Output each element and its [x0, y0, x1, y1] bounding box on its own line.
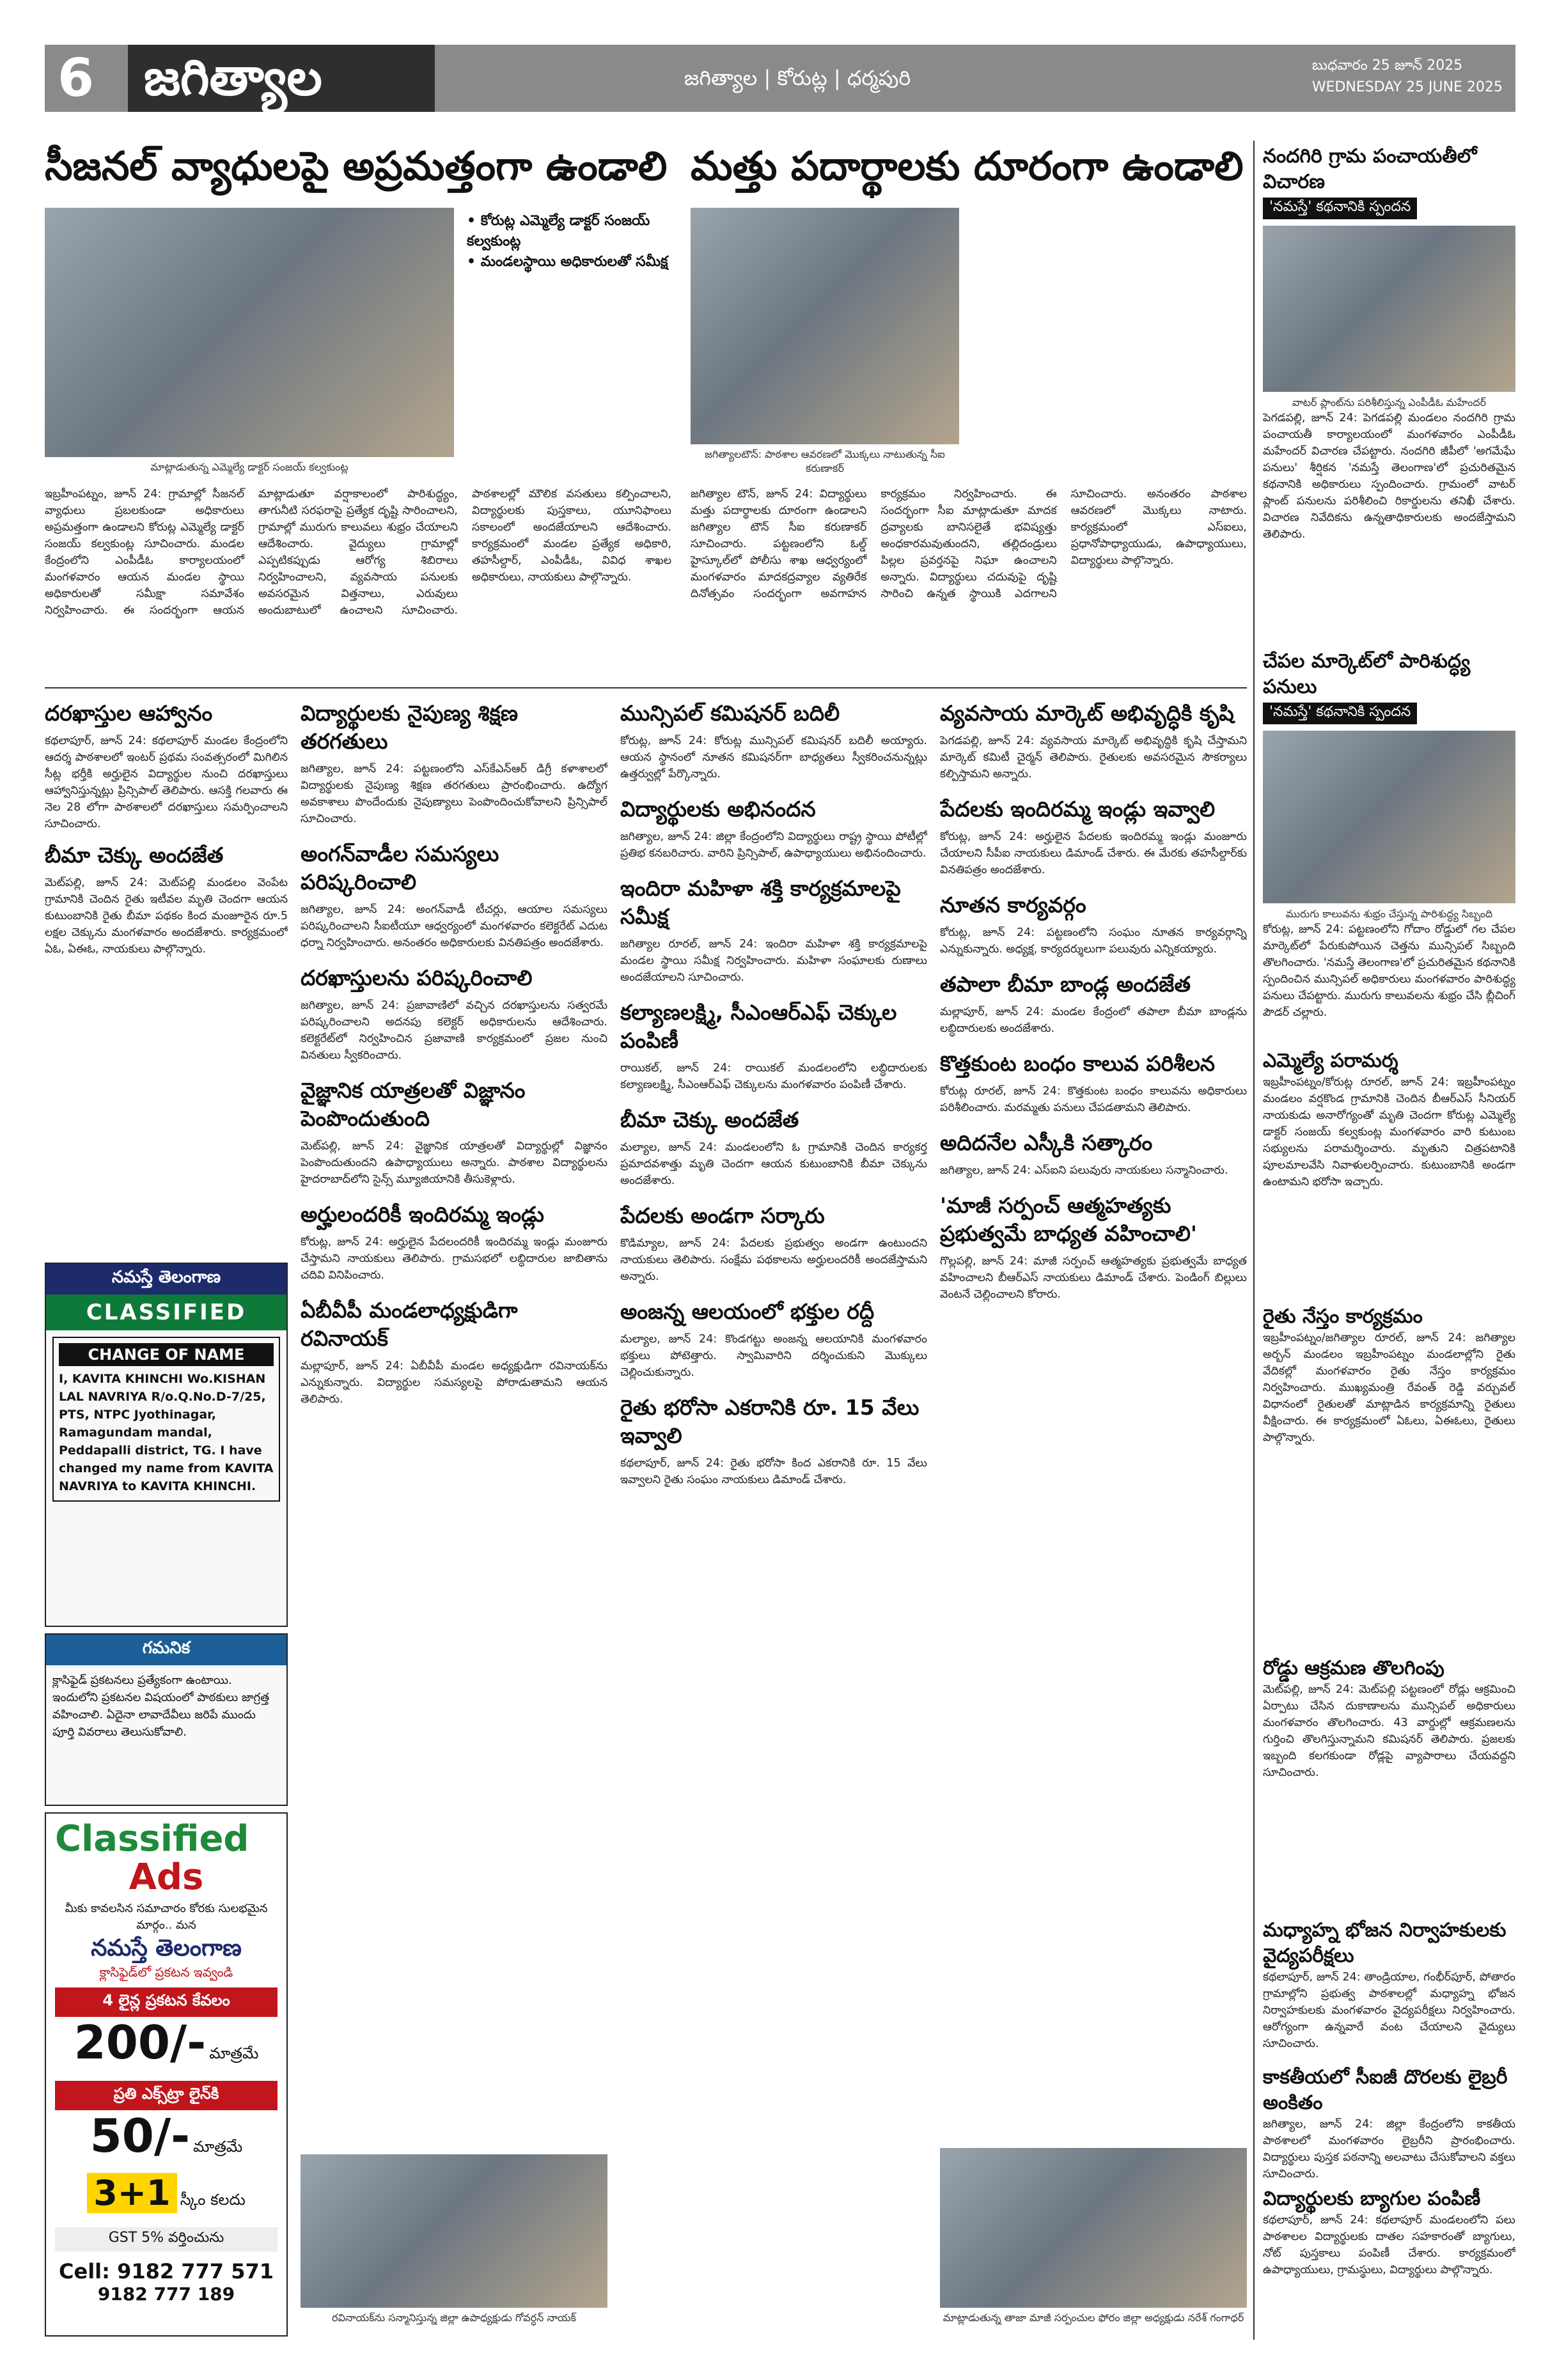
ad2-text: క్లాసిఫైడ్ ప్రకటనలు ప్రత్యేకంగా ఉంటాయి. ఇందులోని ప్రకటనల విషయంలో పాఠకులు జాగ్రత్త వహించాలి. ఏదైనా లావాదేవీలు జరిపే ముందు పూర్తి వివరాలు తెలుసుకోవాలి.: [52, 1674, 270, 1739]
ad3-cell: Cell: 9182 777 571: [59, 2259, 274, 2283]
col3-story-2: విద్యార్థులకు అభినందన జగిత్యాల, జూన్ 24: జిల్లా కేంద్రంలోని విద్యార్థులు రాష్ట్ర స్థాయి పోటీల్లో ప్రతిభ కనబరిచారు. వారిని ప్రిన్సిపాల్, ఉపాధ్యాయులు అభినందించారు.: [620, 797, 927, 860]
second-headline-block: [691, 141, 1247, 198]
right-mid-story: [1263, 649, 1515, 1045]
col1-story-2: బీమా చెక్కు అందజేత మెట్‌పల్లి, జూన్ 24: మెట్‌పల్లి మండలం వెంపేట గ్రామానికి చెందిన రైతు ఇటీవల మృతి చెందగా ఆయన కుటుంబానికి రైతు బీమా పథకం కింద మంజూరైన రూ.5 లక్షల చెక్కును మంగళవారం అందజేశారు. కార్యక్రమంలో ఏఓ, ఏఈఓ, నాయకులు పాల్గొన్నారు.: [45, 843, 288, 956]
ad3-offer: 3+1: [87, 2173, 176, 2213]
right-top-photo: [1263, 226, 1515, 392]
ad3-price50: 50/-: [90, 2109, 191, 2163]
col4-photo: [940, 2148, 1247, 2308]
right-top-headline: నందగిరి గ్రామ పంచాయతీలో విచారణ: [1263, 145, 1477, 193]
lead-headline-block: [45, 141, 671, 198]
col3-story-4: కల్యాణలక్ష్మి, సీఎంఆర్ఎఫ్ చెక్కుల పంపిణీ రాయికల్, జూన్ 24: రాయికల్ మండలంలోని లబ్ధిదారులకు కల్యాణలక్ష్మి, సీఎంఆర్ఎఫ్ చెక్కులను మంగళవారం పంపిణీ చేశారు.: [620, 1000, 927, 1091]
right-road-body: మెట్‌పల్లి, జూన్ 24: మెట్‌పల్లి పట్టణంలో రోడ్లు ఆక్రమించి ఏర్పాటు చేసిన దుకాణాలను మున్సిపల్ అధికారులు మంగళవారం తొలగించారు. 43 వార్డుల్లో ఆక్రమణలను గుర్తించి తొలగిస్తున్నామని కమిషనర్ తెలిపారు. ప్రజలకు ఇబ్బంది కలగకుండా రోడ్లపై వ్యాపారాలు చేయవద్దని సూచించారు.: [1263, 1683, 1515, 1779]
right-mla-headline: ఎమ్మెల్యే పరామర్శ: [1263, 1050, 1398, 1072]
lead-photo: [45, 208, 454, 457]
col4-story-7: 'మాజీ సర్పంచ్ ఆత్మహత్యకు ప్రభుత్వమే బాధ్యత వహించాలి' గొల్లపల్లి, జూన్ 24: మాజీ సర్పంచ్ ఆత్మహత్యకు ప్రభుత్వమే బాధ్యత వహించాలని బీఆర్ఎస్ నాయకులు డిమాండ్ చేశారు. పెండింగ్ బిల్లులు వెంటనే చెల్లించాలని కోరారు.: [940, 1193, 1247, 1301]
right-mid-caption: మురుగు కాలువను శుభ్రం చేస్తున్న పారిశుద్ధ్య సిబ్బంది: [1285, 908, 1493, 920]
right-mid-headline: చేపల మార్కెట్‌లో పారిశుద్ధ్య పనులు: [1263, 650, 1471, 698]
right-top-body: పెగడపల్లి, జూన్ 24: పెగడపల్లి మండలం నందగిరి గ్రామ పంచాయతీ కార్యాలయంలో మంగళవారం ఎంపీడీఓ మహేందర్ విచారణ చేపట్టారు. నందగిరి జీపీలో 'అగమేఘే పనులు' శీర్షికన 'నమస్తే తెలంగాణ'లో ప్రచురితమైన కథనానికి అధికారులు స్పందించారు. గ్రామంలో వాటర్ ప్లాంట్ పనులను పరిశీలించి రికార్డులను తనిఖీ చేశారు. విచారణ నివేదికను ఉన్నతాధికారులకు అందజేస్తామని తెలిపారు.: [1263, 412, 1515, 541]
col1-story-1: దరఖాస్తుల ఆహ్వానం కథలాపూర్, జూన్ 24: కథలాపూర్ మండల కేంద్రంలోని ఆదర్శ పాఠశాలలో ఇంటర్ ప్రథమ సంవత్సరంలో మిగిలిన సీట్ల భర్తీకి అర్హులైన విద్యార్థుల నుంచి దరఖాస్తులు ఆహ్వానిస్తున్నట్లు ప్రిన్సిపాల్ తెలిపారు. ఆసక్తి గలవారు ఈ నెల 28 లోగా పాఠశాలలో దరఖాస్తులు సమర్పించాలని సూచించారు.: [45, 701, 288, 830]
col4-photo-caption: మాట్లాడుతున్న తాజా మాజీ సర్పంచుల ఫోరం జిల్లా అధ్యక్షుడు నరేశ్ గంగాధర్: [943, 2312, 1244, 2324]
lead-bullet-1: • కోరుట్ల ఎమ్మెల్యే డాక్టర్ సంజయ్ కల్వకుంట్ల: [467, 211, 671, 252]
col4-story-5: కొత్తకుంట బంధం కాలువ పరిశీలన కోరుట్ల రూరల్, జూన్ 24: కొత్తకుంట బంధం కాలువను అధికారులు పరిశీలించారు. మరమ్మతు పనులు చేపడతామని తెలిపారు.: [940, 1051, 1247, 1114]
right-bags-body: కథలాపూర్, జూన్ 24: కథలాపూర్ మండలంలోని పలు పాఠశాలల విద్యార్థులకు దాతల సహకారంతో బ్యాగులు, నోట్ పుస్తకాలు పంపిణీ చేశారు. కార్యక్రమంలో ఉపాధ్యాయులు, గ్రామస్థులు, విద్యార్థులు పాల్గొన్నారు.: [1263, 2214, 1515, 2276]
col4-story-1: వ్యవసాయ మార్కెట్ అభివృద్ధికి కృషి పెగడపల్లి, జూన్ 24: వ్యవసాయ మార్కెట్ అభివృద్ధికి కృషి చేస్తామని మార్కెట్ కమిటీ చైర్మన్ తెలిపారు. రైతులకు అవసరమైన సౌకర్యాలు కల్పిస్తామని అన్నారు.: [940, 701, 1247, 781]
right-meal-story: [1263, 1918, 1515, 2058]
ad3-line1: మీకు కావలసిన సమాచారం కోరకు సులభమైన మార్గం.. మన: [65, 1902, 268, 1932]
col2-story-5: అర్హులందరికీ ఇందిరమ్మ ఇండ్లు కోరుట్ల, జూన్ 24: అర్హులైన పేదలందరికీ ఇందిరమ్మ ఇండ్లు మంజూరు చేస్తామని నాయకులు తెలిపారు. గ్రామసభలో లబ్ధిదారుల జాబితాను చదివి వినిపించారు.: [301, 1202, 607, 1282]
ad-classified-notice: [45, 1263, 288, 1627]
col4-story-3: నూతన కార్యవర్గం కోరుట్ల, జూన్ 24: పట్టణంలోని సంఘం నూతన కార్యవర్గాన్ని ఎన్నుకున్నారు. అధ్యక్ష, కార్యదర్శులుగా పలువురు ఎన్నికయ్యారు.: [940, 892, 1247, 956]
lead-body: ఇబ్రహీంపట్నం, జూన్ 24: గ్రామాల్లో సీజనల్ వ్యాధులు ప్రబలకుండా అధికారులు అప్రమత్తంగా ఉండాలని కోరుట్ల ఎమ్మెల్యే డాక్టర్ సంజయ్ కల్వకుంట్ల సూచించారు. మండల కేంద్రంలోని ఎంపీడీఓ కార్యాలయంలో మంగళవారం ఆయన మండల స్థాయి అధికారులతో సమీక్షా సమావేశం నిర్వహించారు. ఈ సందర్భంగా ఆయన మాట్లాడుతూ వర్షాకాలంలో పారిశుద్ధ్యం, తాగునీటి సరఫరాపై ప్రత్యేక దృష్టి సారించాలని, గ్రామాల్లో మురుగు కాలువలు శుభ్రం చేయాలని ఆదేశించారు. వైద్యులు గ్రామాల్లో ఎప్పటికప్పుడు ఆరోగ్య శిబిరాలు నిర్వహించాలని, వ్యవసాయ పనులకు అవసరమైన విత్తనాలు, ఎరువులు అందుబాటులో ఉంచాలని సూచించారు. పాఠశాలల్లో మౌలిక వసతులు కల్పించాలని, విద్యార్థులకు పుస్తకాలు, యూనిఫాంలు సకాలంలో అందజేయాలని ఆదేశించారు. కార్యక్రమంలో మండల ప్రత్యేక అధికారి, తహసీల్దార్, ఎంపీడీఓ, వివిధ శాఖల అధికారులు, నాయకులు పాల్గొన్నారు.: [45, 488, 671, 617]
second-photo-caption: జగిత్యాలటౌన్: పాఠశాల ఆవరణలో మొక్కలు నాటుతున్న సీఐ కరుణాకర్: [705, 448, 945, 474]
ad1-brand: నమస్తే తెలంగాణ: [46, 1264, 286, 1295]
right-mid-photo: [1263, 731, 1515, 903]
ad1-classified: CLASSIFIED: [46, 1295, 286, 1330]
right-bags-headline: విద్యార్థులకు బ్యాగుల పంపిణీ: [1263, 2188, 1481, 2210]
right-mla-story: [1263, 1048, 1515, 1298]
ad3-cell2: 9182 777 189: [97, 2283, 235, 2305]
horizontal-rule: [45, 687, 1247, 688]
second-headline: మత్తు పదార్థాలకు దూరంగా ఉండాలి: [691, 143, 1244, 189]
col4-story-4: తపాలా బీమా బాండ్ల అందజేత మల్లాపూర్, జూన్ 24: మండల కేంద్రంలో తపాలా బీమా బాండ్లను లబ్ధిదారులకు అందజేశారు.: [940, 972, 1247, 1035]
col3-story-6: పేదలకు అండగా సర్కారు కొడిమ్యాల, జూన్ 24: పేదలకు ప్రభుత్వం అండగా ఉంటుందని నాయకులు తెలిపారు. సంక్షేమ పథకాలను అర్హులందరికీ అందజేస్తామని అన్నారు.: [620, 1203, 927, 1283]
right-raithu-body: ఇబ్రహీంపట్నం/జగిత్యాల రూరల్, జూన్ 24: జగిత్యాల అర్బన్ మండలం ఇబ్రహీంపట్నం మండలాల్లోని రైతు వేదికల్లో మంగళవారం రైతు నేస్తం కార్యక్రమం నిర్వహించారు. ముఖ్యమంత్రి రేవంత్ రెడ్డి వర్చువల్ విధానంలో రైతులతో మాట్లాడిన కార్యక్రమాన్ని రైతులు వీక్షించారు. ఈ కార్యక్రమంలో ఏఓలు, ఏఈఓలు, రైతులు పాల్గొన్నారు.: [1263, 1332, 1515, 1444]
right-raithu-story: [1263, 1304, 1515, 1649]
right-bags-story: [1263, 2186, 1515, 2340]
ad3-classified: Classified: [55, 1818, 249, 1860]
ad3-only: మాత్రమే: [209, 2044, 259, 2062]
right-top-story: [1263, 144, 1515, 642]
ad2-title: గమనిక: [46, 1635, 286, 1665]
col2-photo: [301, 2154, 607, 2308]
right-top-tag: 'నమస్తే' కథనానికి స్పందన: [1263, 198, 1417, 219]
ad1-notice-title: CHANGE OF NAME: [59, 1343, 274, 1366]
col2-story-6: ఏబీవీపీ మండలాధ్యక్షుడిగా రవినాయక్ మల్లాపూర్, జూన్ 24: ఏబీవీపీ మండల అధ్యక్షుడిగా రవినాయక్‌ను ఎన్నుకున్నారు. విద్యార్థుల సమస్యలపై పోరాడుతామని ఆయన తెలిపారు.: [301, 1298, 607, 1406]
right-mla-body: ఇబ్రహీంపట్నం/కోరుట్ల రూరల్, జూన్ 24: ఇబ్రహీంపట్నం మండలం వర్షకొండ గ్రామానికి చెందిన బీఆర్ఎస్ సీనియర్ నాయకుడు అనారోగ్యంతో మృతి చెందగా కోరుట్ల ఎమ్మెల్యే డాక్టర్ సంజయ్ కల్వకుంట్ల మంగళవారం వారి కుటుంబ సభ్యులను పరామర్శించారు. మృతుని చిత్రపటానికి పూలమాలవేసి నివాళులర్పించారు. కుటుంబానికి అండగా ఉంటామని భరోసా ఇచ్చారు.: [1263, 1076, 1515, 1188]
right-meal-headline: మధ్యాహ్న భోజన నిర్వాహకులకు వైద్యపరీక్షలు: [1263, 1919, 1506, 1967]
right-kakatiya-body: జగిత్యాల, జూన్ 24: జిల్లా కేంద్రంలోని కాకతీయ పాఠశాలలో మంగళవారం లైబ్రరీని ప్రారంభించారు. విద్యార్థులు పుస్తక పఠనాన్ని అలవాటు చేసుకోవాలని వక్తలు సూచించారు.: [1263, 2118, 1515, 2180]
lead-bullet-2: • మండలస్థాయి అధికారులతో సమీక్ష: [467, 252, 671, 272]
right-meal-body: కథలాపూర్, జూన్ 24: తాండ్రియాల, గంభీర్‌పూర్, పోతారం గ్రామాల్లోని ప్రభుత్వ పాఠశాలల్లో మధ్యాహ్న భోజన నిర్వాహకులకు మంగళవారం వైద్యపరీక్షలు నిర్వహించారు. ఆరోగ్యంగా ఉన్నవారే వంట చేయాలని వైద్యులు సూచించారు.: [1263, 1971, 1515, 2050]
lead-bullets: [467, 211, 671, 403]
col2-story-2: అంగన్‌వాడీల సమస్యలు పరిష్కరించాలి జగిత్యాల, జూన్ 24: అంగన్‌వాడీ టీచర్లు, ఆయాల సమస్యలు పరిష్కరించాలని సీఐటీయూ ఆధ్వర్యంలో మంగళవారం కలెక్టరేట్ ఎదుట ధర్నా నిర్వహించారు. అనంతరం అధికారులకు వినతిపత్రం అందజేశారు.: [301, 841, 607, 949]
right-mid-body: కోరుట్ల, జూన్ 24: పట్టణంలోని గోదాం రోడ్డులో గల చేపల మార్కెట్‌లో పేరుకుపోయిన చెత్తను మున్సిపల్ సిబ్బంది తొలగించారు. 'నమస్తే తెలంగాణ'లో ప్రచురితమైన కథనానికి స్పందించిన మున్సిపల్ అధికారులు మంగళవారం పారిశుద్ధ్య పనులు చేపట్టారు. మురుగు కాలువలను శుభ్రం చేసి బ్లీచింగ్ పౌడర్ చల్లారు.: [1263, 923, 1515, 1019]
lead-photo-caption: మాట్లాడుతున్న ఎమ్మెల్యే డాక్టర్ సంజయ్ కల్వకుంట్ల: [150, 461, 348, 473]
col2-photo-caption: రవినాయక్‌ను సన్మానిస్తున్న జిల్లా ఉపాధ్యక్షుడు గోవర్ధన్ నాయక్: [332, 2312, 576, 2324]
masthead: [45, 45, 1515, 112]
ad3-price200: 200/-: [74, 2016, 207, 2069]
col3-story-7: అంజన్న ఆలయంలో భక్తుల రద్దీ మల్యాల, జూన్ 24: కొండగట్టు అంజన్న ఆలయానికి మంగళవారం భక్తులు పోటెత్తారు. స్వామివారిని దర్శించుకుని మొక్కులు చెల్లించుకున్నారు.: [620, 1299, 927, 1379]
right-top-caption: వాటర్ ప్లాంట్‌ను పరిశీలిస్తున్న ఎంపీడీఓ మహేందర్: [1292, 396, 1487, 408]
ad3-ads: Ads: [129, 1856, 204, 1898]
second-photo: [691, 208, 959, 444]
col4-story-2: పేదలకు ఇందిరమ్మ ఇండ్లు ఇవ్వాలి కోరుట్ల, జూన్ 24: అర్హులైన పేదలకు ఇందిరమ్మ ఇండ్లు మంజూరు చేయాలని సీపీఐ నాయకులు డిమాండ్ చేశారు. ఈ మేరకు తహసీల్దార్‌కు వినతిపత్రం అందజేశారు.: [940, 797, 1247, 876]
vertical-rule: [1253, 141, 1255, 2340]
col2-story-4: వైజ్ఞానిక యాత్రలతో విజ్ఞానం పెంపొందుతుంది మెట్‌పల్లి, జూన్ 24: వైజ్ఞానిక యాత్రలతో విద్యార్థుల్లో విజ్ఞానం పెంపొందుతుందని ఉపాధ్యాయులు అన్నారు. పాఠశాల విద్యార్థులను హైదరాబాద్‌లోని సైన్స్ మ్యూజియానికి తీసుకెళ్లారు.: [301, 1078, 607, 1186]
ad3-extra: ప్రతి ఎక్స్‌ట్రా లైన్‌కి: [55, 2081, 278, 2110]
ad3-gst: GST 5% వర్తించును: [55, 2227, 278, 2252]
col3-story-3: ఇందిరా మహిళా శక్తి కార్యక్రమాలపై సమీక్ష జగిత్యాల రూరల్, జూన్ 24: ఇందిరా మహిళా శక్తి కార్యక్రమాలపై మండల స్థాయి సమీక్ష నిర్వహించారు. మహిళా సంఘాలకు రుణాలు అందజేయాలని సూచించారు.: [620, 876, 927, 984]
lead-headline: సీజనల్ వ్యాధులపై అప్రమత్తంగా ఉండాలి: [45, 143, 668, 189]
right-kakatiya-headline: కాకతీయలో సీఐజీ దొరలకు లైబ్రరీ అంకితం: [1263, 2066, 1508, 2114]
col2: [301, 697, 607, 2148]
col4: [940, 697, 1247, 2142]
dateline: [1312, 55, 1503, 98]
subsections: జగిత్యాల | కోరుట్ల | ధర్మపురి: [684, 66, 911, 90]
right-mid-tag: 'నమస్తే' కథనానికి స్పందన: [1263, 703, 1417, 724]
right-road-story: [1263, 1656, 1515, 1911]
ad3-offer-text: స్కీం కలదు: [180, 2191, 246, 2209]
second-body: జగిత్యాల టౌన్, జూన్ 24: విద్యార్థులు మత్తు పదార్థాలకు దూరంగా ఉండాలని జగిత్యాల టౌన్ సీఐ కరుణాకర్ సూచించారు. పట్టణంలోని ఓల్డ్ హైస్కూల్‌లో పోలీసు శాఖ ఆధ్వర్యంలో మంగళవారం మాదకద్రవ్యాల వ్యతిరేక దినోత్సవం సందర్భంగా అవగాహన కార్యక్రమం నిర్వహించారు. ఈ సందర్భంగా సీఐ మాట్లాడుతూ మాదక ద్రవ్యాలకు బానిసలైతే భవిష్యత్తు అంధకారమవుతుందని, తల్లిదండ్రులు పిల్లల ప్రవర్తనపై నిఘా ఉంచాలని అన్నారు. విద్యార్థులు చదువుపై దృష్టి సారించి ఉన్నత స్థాయికి ఎదగాలని సూచించారు. అనంతరం పాఠశాల ఆవరణలో మొక్కలు నాటారు. కార్యక్రమంలో ఎస్ఐలు, ప్రధానోపాధ్యాయుడు, ఉపాధ్యాయులు, విద్యార్థులు పాల్గొన్నారు.: [691, 488, 1247, 600]
col4-story-6: అదిదనేల ఎస్కీకి సత్కారం జగిత్యాల, జూన్ 24: ఎస్ఐని పలువురు నాయకులు సన్మానించారు.: [940, 1130, 1228, 1177]
col3-story-5: బీమా చెక్కు అందజేత మల్యాల, జూన్ 24: మండలంలోని ఓ గ్రామానికి చెందిన కార్యకర్త ప్రమాదవశాత్తు మృతి చెందగా ఆయన కుటుంబానికి బీమా చెక్కును అందజేశారు.: [620, 1107, 927, 1187]
col2-story-1: విద్యార్థులకు నైపుణ్య శిక్షణ తరగతులు జగిత్యాల, జూన్ 24: పట్టణంలోని ఎస్‌కేఎన్‌ఆర్ డిగ్రీ కళాశాలలో విద్యార్థులకు నైపుణ్య శిక్షణ తరగతులు ప్రారంభించారు. ఉద్యోగ అవకాశాలు పొందేందుకు నైపుణ్యాలు పెంపొందించుకోవాలని ప్రిన్సిపాల్ సూచించారు.: [301, 701, 607, 825]
col2-story-3: దరఖాస్తులను పరిష్కరించాలి జగిత్యాల, జూన్ 24: ప్రజావాణిలో వచ్చిన దరఖాస్తులను సత్వరమే పరిష్కరించాలని అదనపు కలెక్టర్ అధికారులను ఆదేశించారు. కలెక్టరేట్‌లో నిర్వహించిన ప్రజావాణి కార్యక్రమంలో ప్రజల నుంచి వినతులు స్వీకరించారు.: [301, 965, 607, 1062]
date-english: WEDNESDAY 25 JUNE 2025: [1311, 79, 1503, 95]
col1: [45, 697, 288, 1253]
page-number: 6: [58, 48, 95, 109]
col3: [620, 697, 927, 2340]
ad-notice-box: [45, 1633, 288, 1806]
right-kakatiya-story: [1263, 2065, 1515, 2180]
ad3-brand: నమస్తే తెలంగాణ: [91, 1935, 242, 1961]
ad-classified-rates: Classified Ads మీకు కావలసిన సమాచారం కోరకు సులభమైన మార్గం.. మన నమస్తే తెలంగాణ క్లాసిఫైడ్‌లో ప్రకటన ఇవ్వండి 4 లైన్ల ప్రకటన కేవలం 200/- మాత్రమే ప్రతి ఎక్స్‌ట్రా లైన్‌కి 50/- మాత్రమే 3+1 స్కీం కలదు GST 5% వర్తించును Cell: 9182 777 571 9182 777 189: [45, 1812, 288, 2337]
col3-story-1: మున్సిపల్ కమిషనర్ బదిలీ కోరుట్ల, జూన్ 24: కోరుట్ల మున్సిపల్ కమిషనర్ బదిలీ అయ్యారు. ఆయన స్థానంలో నూతన కమిషనర్‌గా బాధ్యతలు స్వీకరించనున్నట్లు ఉత్తర్వుల్లో పేర్కొన్నారు.: [620, 701, 927, 781]
col3-story-8: రైతు భరోసా ఎకరానికి రూ. 15 వేలు ఇవ్వాలి కథలాపూర్, జూన్ 24: రైతు భరోసా కింద ఎకరానికి రూ. 15 వేలు ఇవ్వాలని రైతు సంఘం నాయకులు డిమాండ్ చేశారు.: [620, 1395, 927, 1486]
section-title: జగిత్యాల: [128, 45, 435, 112]
right-raithu-headline: రైతు నేస్తం కార్యక్రమం: [1263, 1305, 1423, 1328]
ad3-lines4: 4 లైన్ల ప్రకటన కేవలం: [55, 1987, 278, 2017]
ad1-notice-text: I, KAVITA KHINCHI Wo.KISHAN LAL NAVRIYA R/o.Q.No.D-7/25, PTS, NTPC Jyothinagar, Ramagundam mandal, Peddapalli district, TG. I have changed my name from KAVITA NAVRIYA to KAVITA KHINCHI.: [59, 1372, 274, 1493]
ad3-line2: క్లాసిఫైడ్‌లో ప్రకటన ఇవ్వండి: [99, 1964, 233, 1980]
date-telugu: బుధవారం 25 జూన్ 2025: [1311, 58, 1463, 74]
right-road-headline: రోడ్డు ఆక్రమణ తొలగింపు: [1263, 1657, 1444, 1679]
